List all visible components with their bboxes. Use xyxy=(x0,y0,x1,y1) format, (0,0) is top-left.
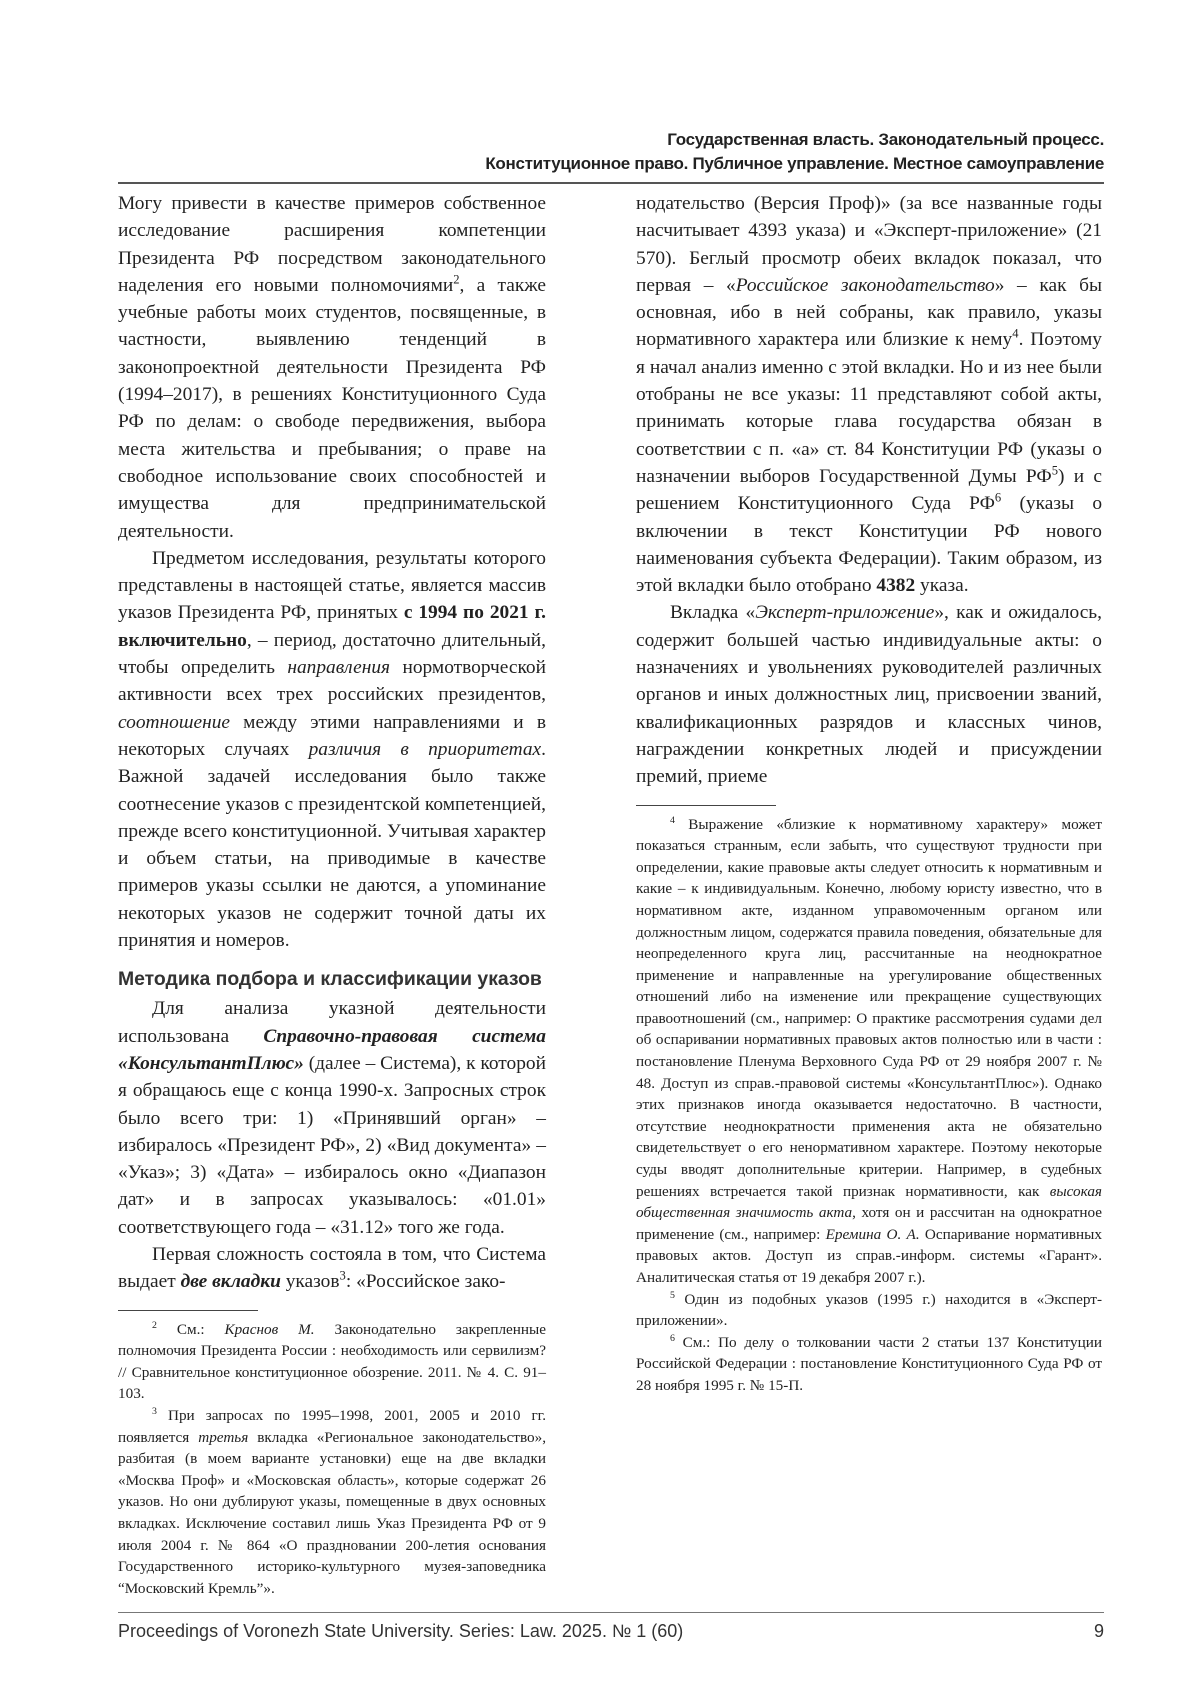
emphasis-text: Российское законодательство xyxy=(736,275,995,296)
header-line-2: Конституционное право. Публичное управление. Местное самоуправление xyxy=(485,152,1104,176)
footnote-marker: 2 xyxy=(453,272,459,286)
text-run: Оспаривание нормативных правовых актов. Доступ из справ.-информ. системы «Гарант». Аналитическая статья от 19 декабря 2007 г.). xyxy=(636,1226,1102,1286)
text-run: Методика подбора и классификации указов xyxy=(118,968,542,990)
emphasis-text: третья xyxy=(198,1429,248,1446)
text-run: указов xyxy=(281,1271,340,1292)
footnote-marker: 4 xyxy=(1012,327,1018,341)
text-run: . Важной задачей исследования было также соотнесение указов с президентской компетенцией, прежде всего конституционной. Учитывая характер и объем статьи, на приводимые в качестве примеров указы ссылки не даются, а упоминание некоторых указов не содержит точной даты их принятия и номеров. xyxy=(118,739,546,951)
text-run: , а также учебные работы моих студентов, посвященные, в частности, выявлению тенденций в законопроектной деятельности Президента РФ (1994–2017), в решениях Конституционного Суда РФ по делам: о свободе передвижения, выбора места жительства и пребывания; о праве на свободное использование своих способностей и имущества для предпринимательской деятельности. xyxy=(118,275,546,542)
emphasis-text: Эксперт-приложение xyxy=(755,602,934,623)
emphasis-text: с 1994 по 2021 г. включительно xyxy=(118,602,546,650)
page-number: 9 xyxy=(1094,1620,1104,1642)
text-run: , хотя он и рассчитан на однократное применение (см., например: xyxy=(636,1204,1102,1243)
footnote-marker: 6 xyxy=(995,491,1001,505)
footer-rule xyxy=(118,1612,1104,1613)
footnote-marker: 2 xyxy=(152,1320,157,1331)
footnote xyxy=(636,1332,1102,1397)
paragraph xyxy=(118,995,546,1241)
text-run: Могу привести в качестве примеров собственное исследование расширения компетенции Президента РФ посредством законодательного наделения его новыми полномочиями xyxy=(118,193,546,296)
text-run: нормотворческой активности всех трех российских президентов, xyxy=(118,657,546,705)
text-run: вкладка «Региональное законодательство», разбитая (в моем варианте установки) еще на две вкладки «Москва Проф» и «Московская область», которые содержат 26 указов. Но они дублируют указы, помещенные в двух основных вкладках. Исключение составил лишь Указ Президента РФ от 9 июля 2004 г. № 864 «О праздновании 200-летия основания Государственного историко-культурного музея-заповедника “Московский Кремль”». xyxy=(118,1429,546,1597)
footnote-marker: 6 xyxy=(670,1333,675,1344)
text-run: (далее – Система), к которой я обращаюсь еще с конца 1990-х. Запросных строк было всего три: 1) «Принявший орган» – избиралось «Президент РФ», 2) «Вид документа» – «Указ»; 3) «Дата» – избиралось окно «Диапазон дат» и в запросах указывалось: «01.01» соответствующего года – «31.12» того же года. xyxy=(118,1053,546,1238)
text-run: нодательство (Версия Проф)» (за все названные годы насчитывает 4393 указа) и «Эксперт-приложение» (21 570). Беглый просмотр обеих вкладок показал, что первая – « xyxy=(636,193,1102,296)
emphasis-text: две вкладки xyxy=(181,1271,281,1292)
text-run: между этими направлениями и в некоторых случаях xyxy=(118,712,546,760)
text-run: Для анализа указной деятельности использована xyxy=(118,998,546,1046)
emphasis-text: направления xyxy=(287,657,390,678)
emphasis-text: 4382 xyxy=(876,575,915,596)
page-footer xyxy=(118,1620,1104,1642)
footnote-rule xyxy=(636,805,776,806)
paragraph xyxy=(118,545,546,954)
text-run: : «Российское зако- xyxy=(346,1271,506,1292)
text-run: Законодательно закрепленные полномочия Президента России : необходимость или сервилизм? // Сравнительное конституционное обозрение. 2011. № 4. С. 91–103. xyxy=(118,1321,546,1403)
footnote xyxy=(118,1319,546,1405)
text-run: ) и с решением Конституционного Суда РФ xyxy=(636,466,1102,514)
section-heading xyxy=(118,966,546,993)
text-run: Выражение «близкие к нормативному характеру» может показаться странным, если забыть, что существуют трудности при определении, какие правовые акты следует относить к нормативным и какие – к индивидуальным. Конечно, любому юристу известно, что в нормативном акте, изданном управомоченным органом или должностным лицом, содержатся правила поведения, обязательные для неопределенного круга лиц, рассчитанные на неоднократное применение и направленные на урегулирование общественных отношений либо на изменение или прекращение существующих правоотношений (см., например: О практике рассмотрения судами дел об оспаривании нормативных правовых актов полностью или в части : постановление Пленума Верховного Суда РФ от 29 ноября 2007 г. № 48. Доступ из справ.-правовой системы «КонсультантПлюс»). Однако этих признаков иногда оказывается недостаточно. В частности, отсутствие неоднократности применения акта не обязательно свидетельствует о его ненормативном характере. Поэтому некоторые суды вводят дополнительные критерии. Например, в судебных решениях встречается такой признак нормативности, как xyxy=(636,816,1102,1200)
text-run: Первая сложность состояла в том, что Система выдает xyxy=(118,1244,546,1292)
right-body xyxy=(636,190,1102,791)
footnote-marker: 3 xyxy=(152,1406,157,1417)
emphasis-text: Справочно-правовая система «КонсультантПлюс» xyxy=(118,1026,546,1074)
text-run: При запросах по 1995–1998, 2001, 2005 и 2010 гг. появляется xyxy=(118,1407,546,1446)
paragraph xyxy=(118,1241,546,1296)
left-footnotes xyxy=(118,1319,546,1600)
text-run: Вкладка « xyxy=(670,602,755,623)
header-rule xyxy=(118,182,1104,184)
paragraph xyxy=(636,190,1102,599)
text-run: , – период, достаточно длительный, чтобы определить xyxy=(118,630,546,678)
text-run: (указы о включении в текст Конституции РФ нового наименования субъекта Федерации). Таким образом, из этой вкладки было отобрано xyxy=(636,493,1102,596)
text-run: Один из подобных указов (1995 г.) находится в «Эксперт-приложении». xyxy=(636,1291,1102,1330)
journal-citation: Proceedings of Voronezh State University. Series: Law. 2025. № 1 (60) xyxy=(118,1620,683,1642)
text-run: указа. xyxy=(915,575,968,596)
footnote xyxy=(118,1405,546,1599)
footnote-rule xyxy=(118,1310,258,1311)
footnote-marker: 3 xyxy=(340,1269,346,1283)
text-run: » – как бы основная, ибо в ней собраны, как правило, указы нормативного характера или близкие к нему xyxy=(636,275,1102,351)
left-body xyxy=(118,190,546,1296)
text-run: См.: По делу о толковании части 2 статьи 137 Конституции Российской Федерации : постановление Конституционного Суда РФ от 28 ноября 1995 г. № 15-П. xyxy=(636,1334,1102,1394)
running-header xyxy=(485,128,1104,176)
footnote-marker: 5 xyxy=(670,1290,675,1301)
right-column xyxy=(636,190,1102,1397)
text-run: См.: xyxy=(157,1321,225,1338)
emphasis-text: Еремина О. А. xyxy=(826,1226,920,1243)
paragraph xyxy=(118,190,546,545)
footnote-marker: 4 xyxy=(670,814,675,825)
paragraph xyxy=(636,599,1102,790)
emphasis-text: Краснов М. xyxy=(225,1321,315,1338)
text-run: . Поэтому я начал анализ именно с этой вкладки. Но и из нее были отобраны не все указы: 11 представляют собой акты, принимать которые глава государства обязан в соответствии с п. «а» ст. 84 Конституции РФ (указы о назначении выборов Государственной Думы РФ xyxy=(636,329,1102,486)
text-run: Предметом исследования, результаты которого представлены в настоящей статье, является массив указов Президента РФ, принятых xyxy=(118,548,546,624)
emphasis-text: различия в приоритетах xyxy=(309,739,542,760)
left-column xyxy=(118,190,546,1599)
emphasis-text: высокая общественная значимость акта xyxy=(636,1183,1102,1222)
footnote xyxy=(636,1289,1102,1332)
right-footnotes xyxy=(636,814,1102,1397)
header-line-1: Государственная власть. Законодательный процесс. xyxy=(485,128,1104,152)
emphasis-text: соотношение xyxy=(118,712,230,733)
footnote xyxy=(636,814,1102,1289)
text-run: », как и ожидалось, содержит большей частью индивидуальные акты: о назначениях и увольнениях руководителей различных органов и иных должностных лиц, присвоении званий, квалификационных разрядов и классных чинов, награждении конкретных людей и присуждении премий, приеме xyxy=(636,602,1102,787)
footnote-marker: 5 xyxy=(1052,464,1058,478)
